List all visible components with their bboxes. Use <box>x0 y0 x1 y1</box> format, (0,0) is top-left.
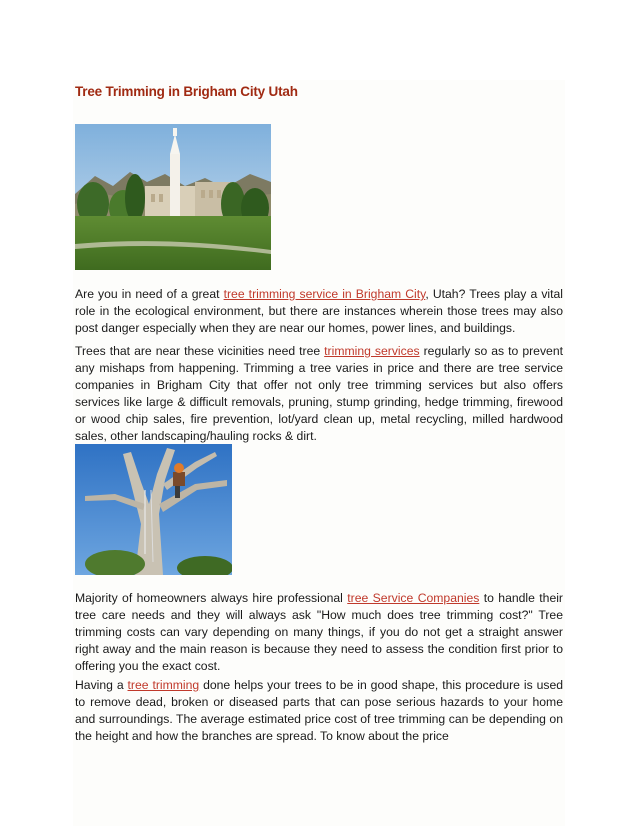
paragraph-2 <box>75 343 563 445</box>
paragraph-3-text-a: Majority of homeowners always hire professional <box>75 591 348 605</box>
paragraph-3 <box>75 590 563 675</box>
paragraph-4-text-a: Having a <box>75 678 128 692</box>
link-tree-trimming-service-brigham-city[interactable]: tree trimming service in Brigham City <box>223 287 426 301</box>
paragraph-2-text-b: regularly so as to prevent any mishaps from happening. Trimming a tree varies in price and there are tree service companies in Brigham City that offer not only tree trimming services but also offers services like large & difficult removals, pruning, stump grinding, hedge trimming, firewood or wood chip sales, fire prevention, lot/yard clean up, metal recycling, milled hardwood sales, other landscaping/hauling rocks & dirt. <box>75 344 563 443</box>
brigham-city-temple-photo <box>75 124 271 270</box>
link-tree-trimming[interactable]: tree trimming <box>127 678 200 692</box>
paragraph-1-text-a: Are you in need of a great <box>75 287 224 301</box>
paragraph-1 <box>75 286 563 337</box>
paragraph-4-text-b: done helps your trees to be in good shape, this procedure is used to remove dead, broken or diseased parts that can pose serious hazards to your home and surroundings. The average estimated price cost of tree trimming can be depending on the height and how the branches are spread. To know about the price <box>75 678 563 743</box>
paragraph-4 <box>75 677 563 745</box>
document-page <box>73 80 565 826</box>
tree-trimmer-photo <box>75 444 232 575</box>
paragraph-2-text-a: Trees that are near these vicinities need tree <box>75 344 325 358</box>
paragraph-3-text-b: to handle their tree care needs and they will always ask "How much does tree trimming cost?" Tree trimming costs can vary depending on many things, if you do not get a straight answer right away and the main reason is because they need to assess the condition first prior to offering you the exact cost. <box>75 591 563 673</box>
paragraph-1-text-b: , Utah? Trees play a vital role in the ecological environment, but there are instances wherein those trees may also post danger especially when they are near our homes, power lines, and buildings. <box>75 287 564 335</box>
link-tree-service-companies[interactable]: tree Service Companies <box>347 591 480 605</box>
link-trimming-services[interactable]: trimming services <box>324 344 420 358</box>
document-title: Tree Trimming in Brigham City Utah <box>75 84 298 99</box>
